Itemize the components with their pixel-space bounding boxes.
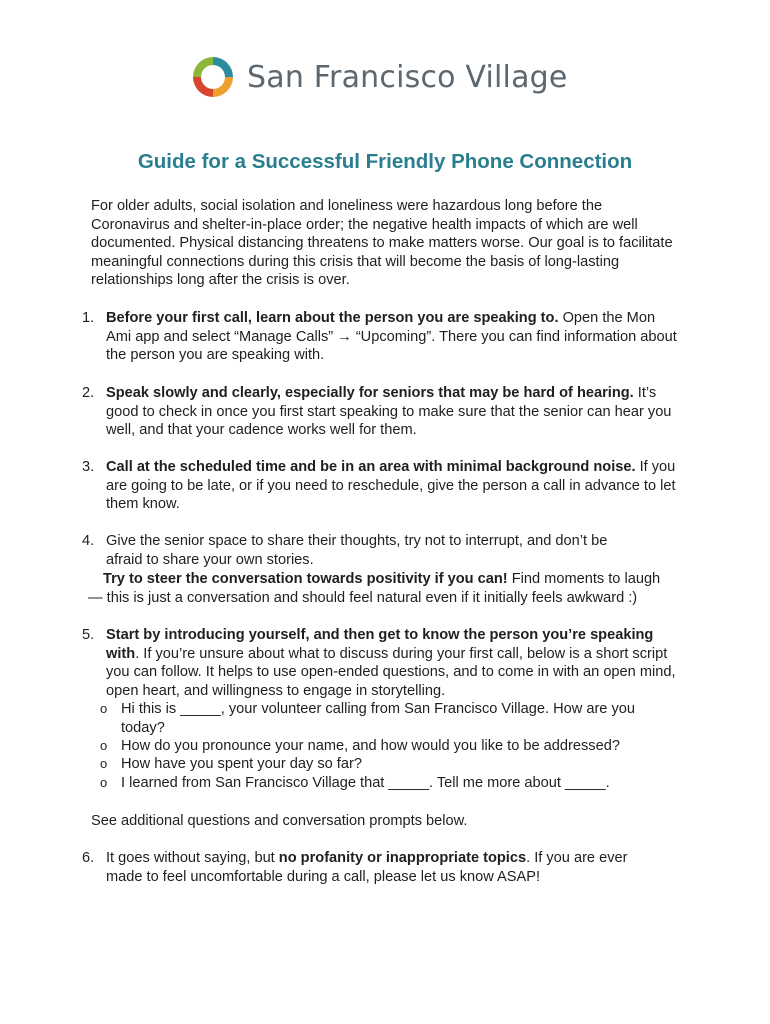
intro-paragraph: For older adults, social isolation and loneliness were hazardous long before the Coronavirus and shelter-in-place order; the negative health impacts of which are well documented. Physical distancing threatens to make matters worse. Our goal is to facilitate meaningful connections during this crisis that will become the basis of long-lasting relationships long after the crisis is over.: [91, 198, 673, 289]
item-number: 3.: [82, 459, 95, 475]
bullet-circle: o: [100, 775, 108, 790]
bullet-text: I learned from San Francisco Village that _____. Tell me more about _____.: [121, 775, 610, 791]
item-text: . If you are ever made to feel uncomfortable during a call, please let us know ASAP!: [106, 850, 628, 885]
bullet-text: How do you pronounce your name, and how would you like to be addressed?: [121, 738, 620, 754]
list-item-5: [82, 626, 680, 700]
item-text: Give the senior space to share their thoughts, try not to interrupt, and don’t be afraid to share your own stories.: [106, 533, 608, 568]
list-item-6: [82, 849, 667, 886]
bullet-circle: o: [100, 756, 108, 771]
item-bold: Call at the scheduled time and be in an area with minimal background noise.: [106, 459, 636, 475]
logo: [189, 52, 568, 102]
logo-swirl-icon: [189, 53, 237, 101]
page-title: Guide for a Successful Friendly Phone Connection: [137, 150, 633, 173]
item-number: 5.: [82, 627, 95, 643]
item-bold: Before your first call, learn about the person you are speaking to.: [106, 310, 559, 326]
list-item-2: [82, 384, 682, 440]
item-bold: Try to steer the conversation towards positivity if you can!: [103, 571, 508, 587]
item-number: 1.: [82, 310, 95, 326]
item-bold: no profanity or inappropriate topics: [278, 850, 527, 866]
logo-text: San Francisco Village: [247, 59, 568, 95]
item-number: 6.: [82, 850, 95, 866]
item-4-extra: [103, 570, 703, 589]
bullet-item-4: [70, 774, 670, 793]
item-number: 2.: [82, 385, 95, 401]
bullet-circle: o: [100, 701, 108, 716]
list-item-4: [82, 532, 642, 569]
bullet-item-2: [70, 737, 670, 756]
item-number: 4.: [82, 533, 95, 549]
item-text: Find moments to laugh: [507, 571, 661, 587]
list-item-1: [82, 309, 682, 365]
item-4-extra-line2: — this is just a conversation and should feel natural even if it initially feels awkward :): [88, 590, 638, 606]
item-bold: Speak slowly and clearly, especially for seniors that may be hard of hearing.: [106, 385, 634, 401]
item-text: Open the Mon Ami app and select “Manage Calls” → “Upcoming”. There you can find information about the person you are speaking with.: [106, 310, 677, 364]
item-text: It’s good to check in once you first start speaking to make sure that the senior can hear you well, and that your cadence works well for them.: [106, 385, 672, 439]
bullet-text: How have you spent your day so far?: [121, 756, 362, 772]
bullet-item-1: [70, 700, 675, 737]
bullet-text: Hi this is _____, your volunteer calling from San Francisco Village. How are you today?: [121, 701, 636, 736]
item-bold: Start by introducing yourself, and then get to know the person you’re speaking with: [106, 627, 654, 662]
item-text: . If you’re unsure about what to discuss during your first call, below is a short script you can follow. It helps to use open-ended questions, and to come in with an open mind, open heart, and willingness to engage in storytelling.: [106, 645, 676, 699]
bullet-circle: o: [100, 738, 108, 753]
bullet-item-3: [70, 755, 670, 774]
list-item-3: [82, 458, 682, 514]
item-text: If you are going to be late, or if you need to reschedule, give the person a call in advance to let them know.: [106, 459, 676, 513]
item-text-before: It goes without saying, but: [106, 850, 279, 866]
see-more-note: See additional questions and conversation prompts below.: [91, 813, 468, 829]
